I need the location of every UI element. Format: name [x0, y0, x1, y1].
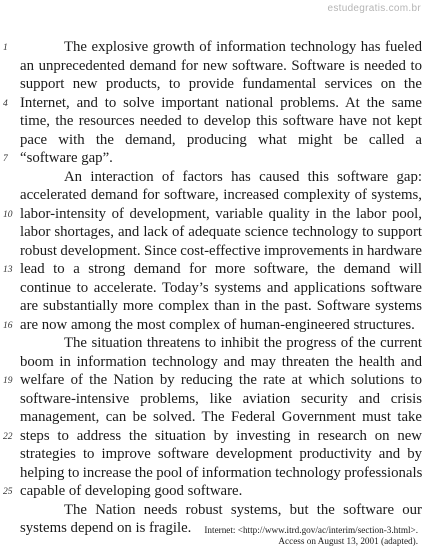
text-line: [0, 297, 430, 316]
line-number: 7: [3, 154, 8, 164]
text-line: [0, 464, 430, 483]
text-line: [0, 408, 430, 427]
text-line: [0, 57, 430, 76]
line-text: continue to accelerate. Today’s systems and applications software: [20, 279, 422, 296]
line-text: steps to address the situation by investing in research on new: [20, 427, 422, 444]
text-line: [0, 260, 430, 279]
text-line: [0, 353, 430, 372]
text-line: [0, 75, 430, 94]
line-text: “software gap”.: [20, 150, 113, 166]
line-text: The explosive growth of information technology has fueled: [64, 39, 422, 55]
source-citation: [204, 525, 418, 547]
line-text: strategies to improve software development productivity and by: [20, 446, 422, 462]
text-line: [0, 316, 430, 335]
line-text: systems depend on is fragile.: [20, 520, 192, 536]
line-text: management, can be solved. The Federal Government must take: [20, 409, 422, 425]
line-number: 25: [3, 487, 13, 497]
text-line: [0, 242, 430, 261]
text-line: [0, 131, 430, 150]
text-line: [0, 371, 430, 390]
line-text: support new products, to provide fundamental services on the: [20, 76, 422, 92]
text-line: [0, 390, 430, 409]
source-access-line: Access on August 13, 2001 (adapted).: [278, 536, 418, 546]
line-text: An interaction of factors has caused this software gap:: [64, 168, 422, 185]
line-number: 22: [3, 431, 13, 442]
line-text: lead to a strong demand for more software, the demand will: [20, 261, 422, 277]
line-text: helping to increase the pool of information technology professionals: [20, 464, 423, 481]
text-line: [0, 427, 430, 446]
site-watermark: estudegratis.com.br: [327, 3, 421, 14]
source-url-line: Internet: <http://www.itrd.gov/ac/interim/section-3.html>.: [204, 525, 418, 535]
line-text: accelerated demand for software, increased complexity of systems,: [20, 187, 422, 203]
text-line: [0, 482, 430, 501]
line-text: The situation threatens to inhibit the progress of the current: [64, 335, 422, 351]
text-line: [0, 94, 430, 113]
line-text: software-intensive problems, like aviation security and crisis: [20, 390, 422, 407]
line-text: capable of developing good software.: [20, 483, 243, 499]
line-text: The Nation needs robust systems, but the software our: [64, 501, 422, 518]
text-line: [0, 501, 430, 520]
line-text: time, the resources needed to develop this software have not kept: [20, 113, 422, 129]
text-line: [0, 334, 430, 353]
text-line: [0, 279, 430, 298]
text-line: [0, 112, 430, 131]
text-line: [0, 149, 430, 168]
line-text: labor-intensity of development, variable quality in the labor pool,: [20, 205, 422, 222]
line-number: 13: [3, 265, 13, 275]
line-text: boom in information technology and may threaten the health and: [20, 353, 422, 370]
line-text: pace with the demand, producing what might be called a: [20, 131, 422, 148]
line-number: 1: [3, 43, 8, 53]
line-text: an unprecedented demand for new software. Software is needed to: [20, 57, 422, 74]
text-line: [0, 205, 430, 224]
line-number: 16: [3, 320, 13, 331]
line-text: labor shortages, and lack of adequate science technology to support: [20, 224, 422, 240]
line-number: 19: [3, 376, 13, 386]
text-line: [0, 38, 430, 57]
line-text: are now among the most complex of human-engineered structures.: [20, 316, 415, 333]
line-text: robust development. Since cost-effective improvements in hardware: [20, 242, 422, 259]
line-text: are substantially more complex than in the past. Software systems: [20, 298, 422, 314]
line-text: welfare of the Nation by reducing the rate at which solutions to: [20, 372, 422, 388]
text-line: [0, 445, 430, 464]
text-line: [0, 223, 430, 242]
line-number: 4: [3, 98, 8, 109]
line-text: Internet, and to solve important national problems. At the same: [20, 94, 422, 111]
text-line: [0, 186, 430, 205]
text-line: [0, 168, 430, 187]
line-number: 10: [3, 209, 13, 220]
